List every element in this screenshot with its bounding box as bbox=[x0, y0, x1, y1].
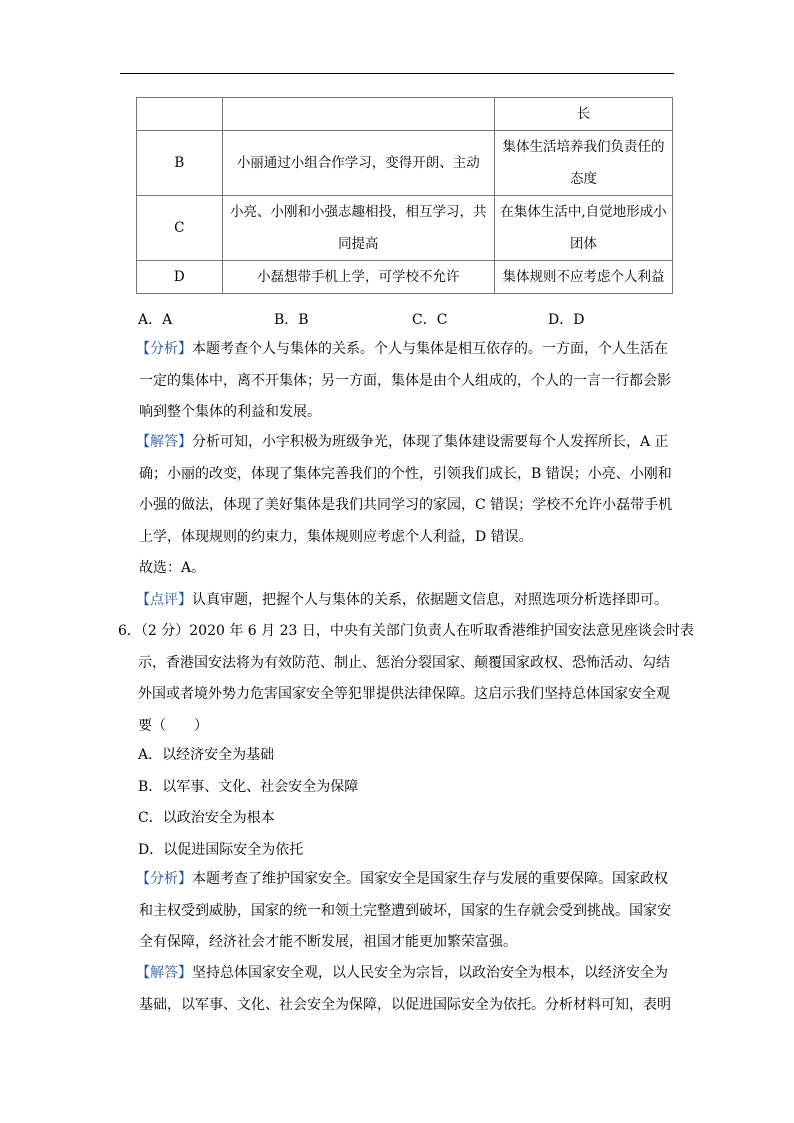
table-cell-material bbox=[222, 98, 494, 131]
option-c: C．以政治安全为根本 bbox=[138, 810, 275, 826]
question-line: 外国或者境外势力危害国家安全等犯罪提供法律保障。这启示我们坚持总体国家安全观 bbox=[138, 686, 670, 702]
table-row bbox=[137, 196, 673, 261]
option-d: D．以促进国际安全为依托 bbox=[138, 841, 304, 858]
table-cell-material: 小磊想带手机上学，可学校不允许 bbox=[222, 261, 494, 294]
answer-tag: 【解答】 bbox=[136, 965, 192, 981]
text-line: 确；小丽的改变，体现了集体完善我们的个性，引领我们成长，B 错误；小亮、小刚和 bbox=[139, 465, 672, 482]
table-cell-material bbox=[222, 196, 494, 261]
option-a: A．以经济安全为基础 bbox=[138, 747, 275, 763]
q6-analysis bbox=[136, 864, 674, 959]
table-cell-option: B bbox=[137, 131, 223, 196]
table-cell-view bbox=[494, 261, 672, 294]
choice-c: C．C bbox=[412, 312, 448, 328]
text-line: 认真审题，把握个人与集体的关系，依据题文信息，对照选项分析选择即可。 bbox=[192, 591, 668, 608]
question-line: 6．（2 分）2020 年 6 月 23 日，中央有关部门负责人在听取香港维护国安法意见座谈会时表 bbox=[118, 623, 694, 639]
cell-line: 同提高 bbox=[338, 236, 379, 252]
table-cell-view bbox=[494, 131, 672, 196]
text-line: 全有保障，经济社会才能不断发展，祖国才能更加繁荣富强。 bbox=[139, 934, 517, 950]
option-b: B．以军事、文化、社会安全为保障 bbox=[138, 778, 359, 795]
text-line: 小强的做法，体现了美好集体是我们共同学习的家园，C 错误；学校不允许小磊带手机 bbox=[139, 497, 673, 513]
choice-b: B．B bbox=[274, 312, 309, 328]
table-row bbox=[137, 261, 673, 294]
cell-line: 在集体生活中,自觉地形成小 bbox=[500, 204, 667, 220]
comment-tag: 【点评】 bbox=[136, 591, 192, 608]
text-line: 上学，体现规则的约束力，集体规则应考虑个人利益，D 错误。 bbox=[139, 528, 533, 545]
cell-line: 集体生活培养我们负责任的 bbox=[502, 139, 665, 155]
choice-d: D．D bbox=[548, 312, 585, 328]
table-cell-material: 小丽通过小组合作学习，变得开朗、主动 bbox=[222, 131, 494, 196]
cell-line: 长 bbox=[576, 106, 591, 122]
text-line: 分析可知，小宇积极为班级争光，体现了集体建设需要每个人发挥所长，A 正 bbox=[192, 434, 669, 450]
q5-choices bbox=[138, 309, 658, 327]
header-rule bbox=[120, 73, 674, 74]
answer-tag: 【解答】 bbox=[136, 434, 192, 450]
text-line: 本题考查个人与集体的关系。个人与集体是相互依存的。一方面，个人生活在 bbox=[192, 341, 668, 357]
cell-line: 态度 bbox=[569, 171, 597, 187]
cell-line: 团体 bbox=[569, 236, 597, 252]
question-line: 要（ ） bbox=[138, 717, 208, 734]
text-line: 和主权受到威胁，国家的统一和领土完整遭到破坏，国家的生存就会受到挑战。国家安 bbox=[139, 902, 671, 919]
text-line: 基础，以军事、文化、社会安全为保障，以促进国际安全为依托。分析材料可知，表明 bbox=[139, 996, 671, 1013]
text-line: 一定的集体中，离不开集体；另一方面，集体是由个人组成的，个人的一言一行都会影 bbox=[139, 372, 671, 389]
cell-line: 集体规则不应考虑个人利益 bbox=[502, 269, 665, 285]
choice-a: A．A bbox=[138, 312, 173, 328]
text-line: 响到整个集体的利益和发展。 bbox=[139, 404, 321, 420]
q5-analysis bbox=[136, 334, 674, 429]
table-row bbox=[137, 131, 673, 196]
text-line: 坚持总体国家安全观，以人民安全为宗旨，以政治安全为根本，以经济安全为 bbox=[192, 965, 668, 981]
table-row bbox=[137, 98, 673, 131]
q6-options bbox=[138, 740, 676, 866]
text-line: 本题考查了维护国家安全。国家安全是国家生存与发展的重要保障。国家政权 bbox=[192, 871, 668, 887]
q6-stem bbox=[118, 616, 694, 742]
cell-line: 小亮、小刚和小强志趣相投，相互学习，共 bbox=[230, 204, 487, 220]
question-line: 示，香港国安法将为有效防范、制止、惩治分裂国家、颠覆国家政权、恐怖活动、勾结 bbox=[138, 654, 670, 671]
table-cell-option bbox=[137, 98, 223, 131]
q5-answer bbox=[136, 427, 674, 616]
q6-answer bbox=[136, 958, 674, 1021]
table-cell-option: C bbox=[137, 196, 223, 261]
analysis-tag: 【分析】 bbox=[136, 871, 192, 887]
table-cell-view bbox=[494, 98, 672, 131]
table-cell-view bbox=[494, 196, 672, 261]
analysis-tag: 【分析】 bbox=[136, 341, 192, 357]
options-table bbox=[136, 97, 673, 294]
choose-line: 故选：A。 bbox=[139, 560, 206, 576]
table-cell-option: D bbox=[137, 261, 223, 294]
